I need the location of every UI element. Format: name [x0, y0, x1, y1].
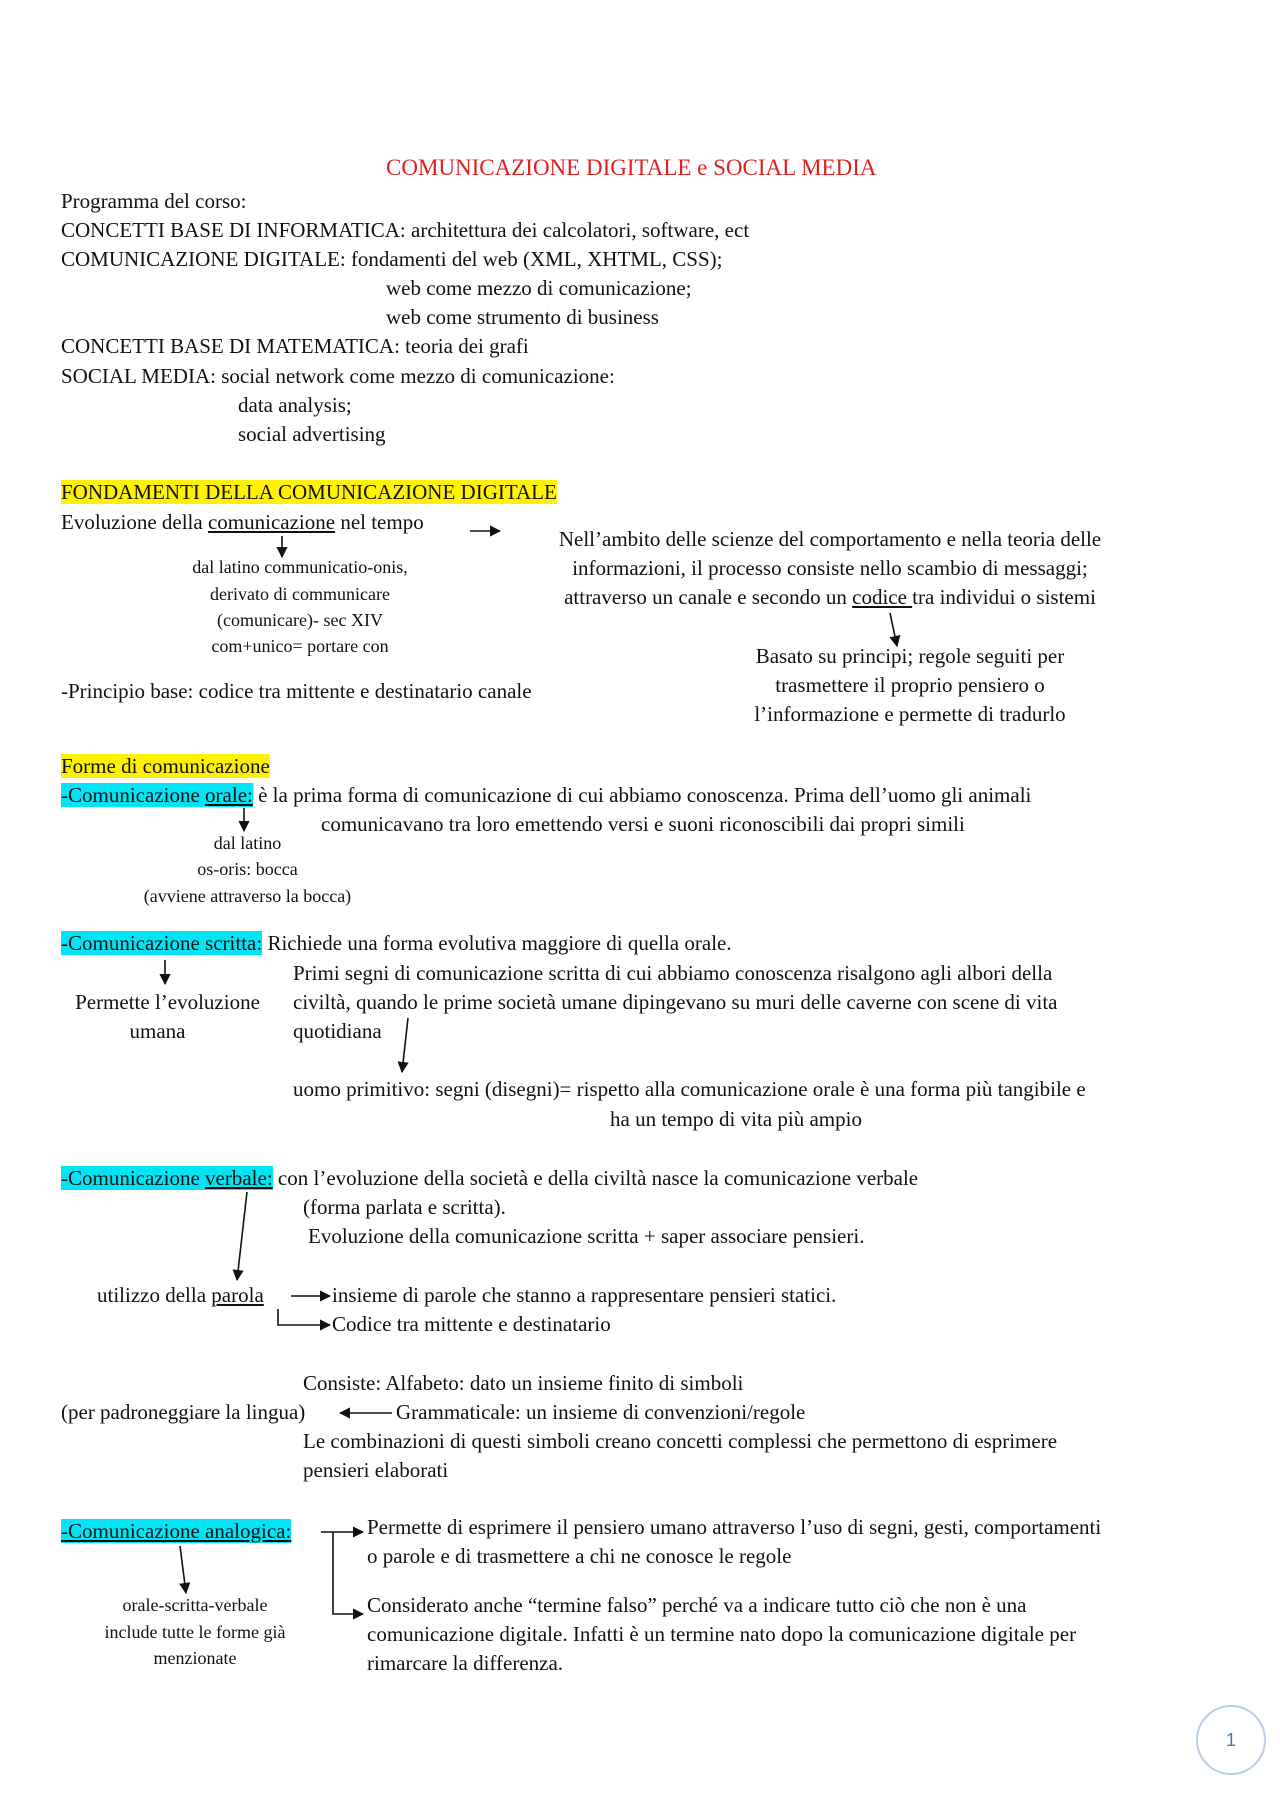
section-heading	[61, 479, 557, 505]
etymology-note: derivato di communicare	[210, 584, 390, 604]
arrow	[180, 1546, 186, 1593]
definition-text: Nell’ambito delle scienze del comportamento e nella teoria delle	[558, 527, 1102, 551]
verbale-text: (per padroneggiare la lingua)	[61, 1400, 306, 1424]
analogica-note: include tutte le forme già	[104, 1622, 286, 1642]
underlined-word: verbale:	[205, 1166, 273, 1190]
analogica-text: rimarcare la differenza.	[367, 1651, 564, 1675]
scritta-text: ha un tempo di vita più ampio	[610, 1107, 862, 1131]
scritta-note: umana	[129, 1019, 186, 1043]
arrow	[333, 1532, 363, 1614]
programma-line: SOCIAL MEDIA: social network come mezzo di comunicazione:	[61, 364, 615, 388]
codice-definition: Basato su principi; regole seguiti per	[755, 644, 1065, 668]
parola-line	[97, 1282, 264, 1308]
etymology-note: com+unico= portare con	[211, 636, 389, 656]
text: con l’evoluzione della società e della civiltà nasce la comunicazione verbale	[272, 1166, 919, 1190]
codice-definition: l’informazione e permette di tradurlo	[754, 702, 1066, 726]
verbale-text: Evoluzione della comunicazione scritta + saper associare pensieri.	[308, 1224, 865, 1248]
programma-line: CONCETTI BASE DI INFORMATICA: architettura dei calcolatori, software, ect	[61, 218, 750, 242]
programma-line: web come mezzo di comunicazione;	[386, 276, 692, 300]
programma-intro: Programma del corso:	[61, 189, 247, 213]
codice-definition: trasmettere il proprio pensiero o	[775, 673, 1045, 697]
heading-highlight: Forme di comunicazione	[61, 754, 270, 778]
orale-note: dal latino	[213, 833, 282, 853]
scritta-line	[61, 930, 732, 956]
text: tra individui o sistemi	[912, 585, 1096, 609]
etymology-note: (comunicare)- sec XIV	[217, 610, 383, 630]
verbale-text: pensieri elaborati	[303, 1458, 449, 1482]
text: è la prima forma di comunicazione di cui abbiamo conoscenza. Prima dell’uomo gli animali	[252, 783, 1032, 807]
scritta-text: Primi segni di comunicazione scritta di cui abbiamo conoscenza risalgono agli albori della	[293, 961, 1053, 985]
scritta-text: quotidiana	[293, 1019, 382, 1043]
underlined-word: orale:	[205, 783, 253, 807]
underlined-word: codice	[852, 585, 913, 609]
orale-note: (avviene attraverso la bocca)	[143, 886, 352, 906]
text: -Comunicazione	[61, 1166, 206, 1190]
etymology-note: dal latino communicatio-onis,	[192, 557, 408, 577]
text: Evoluzione della	[61, 510, 208, 534]
text: -Comunicazione	[61, 783, 206, 807]
arrow	[890, 613, 897, 646]
analogica-note: orale-scritta-verbale	[122, 1595, 268, 1615]
principio-base: -Principio base: codice tra mittente e destinatario canale	[61, 679, 532, 703]
text: nel tempo	[335, 510, 424, 534]
analogica-text: Considerato anche “termine falso” perché va a indicare tutto ciò che non è una	[367, 1593, 1027, 1617]
programma-line: data analysis;	[238, 393, 352, 417]
arrow	[278, 1309, 330, 1325]
programma-line: web come strumento di business	[386, 305, 659, 329]
label-highlight: -Comunicazione scritta:	[61, 931, 263, 955]
section-heading	[61, 753, 270, 779]
analogica-text: comunicazione digitale. Infatti è un termine nato dopo la comunicazione digitale per	[367, 1622, 1077, 1646]
page-number: 1	[1225, 1729, 1236, 1750]
verbale-text: Le combinazioni di questi simboli creano concetti complessi che permettono di esprimere	[303, 1429, 1058, 1453]
text: utilizzo della	[97, 1283, 212, 1307]
orale-note: os-oris: bocca	[197, 859, 298, 879]
underlined-word: comunicazione	[207, 510, 336, 534]
page-number-badge	[1196, 1705, 1266, 1775]
underlined-word: parola	[211, 1283, 264, 1307]
label-highlight	[61, 1166, 273, 1190]
definition-text	[520, 584, 1140, 610]
heading-highlight: FONDAMENTI DELLA COMUNICAZIONE DIGITALE	[61, 480, 557, 504]
verbale-text: Consiste: Alfabeto: dato un insieme finito di simboli	[303, 1371, 744, 1395]
verbale-text: (forma parlata e scritta).	[303, 1195, 506, 1219]
parola-branch: Codice tra mittente e destinatario	[332, 1312, 611, 1336]
analogica-note: menzionate	[153, 1648, 237, 1668]
orale-text: comunicavano tra loro emettendo versi e suoni riconoscibili dai propri simili	[321, 812, 965, 836]
analogica-text: Permette di esprimere il pensiero umano attraverso l’uso di segni, gesti, comportamenti	[367, 1515, 1102, 1539]
verbale-text: Grammaticale: un insieme di convenzioni/regole	[396, 1400, 806, 1424]
evoluzione-line	[61, 509, 424, 535]
programma-line: COMUNICAZIONE DIGITALE: fondamenti del web (XML, XHTML, CSS);	[61, 247, 723, 271]
programma-line: social advertising	[238, 422, 386, 446]
arrow	[402, 1018, 408, 1072]
arrow	[237, 1192, 247, 1280]
label-highlight: -Comunicazione analogica:	[61, 1519, 292, 1543]
orale-line	[61, 782, 1031, 808]
scritta-note: Permette l’evoluzione	[75, 990, 260, 1014]
page-title: COMUNICAZIONE DIGITALE e SOCIAL MEDIA	[386, 155, 877, 180]
programma-line: CONCETTI BASE DI MATEMATICA: teoria dei grafi	[61, 334, 529, 358]
definition-text: informazioni, il processo consiste nello scambio di messaggi;	[572, 556, 1088, 580]
analogica-line	[61, 1518, 291, 1544]
parola-branch: insieme di parole che stanno a rappresentare pensieri statici.	[332, 1283, 837, 1307]
text: Richiede una forma evolutiva maggiore di quella orale.	[262, 931, 732, 955]
scritta-text: uomo primitivo: segni (disegni)= rispetto alla comunicazione orale è una forma più tangibile e	[293, 1077, 1086, 1101]
scritta-text: civiltà, quando le prime società umane dipingevano su muri delle caverne con scene di vita	[293, 990, 1058, 1014]
verbale-line	[61, 1165, 918, 1191]
label-highlight	[61, 783, 253, 807]
text: attraverso un canale e secondo un	[564, 585, 853, 609]
analogica-text: o parole e di trasmettere a chi ne conosce le regole	[367, 1544, 792, 1568]
